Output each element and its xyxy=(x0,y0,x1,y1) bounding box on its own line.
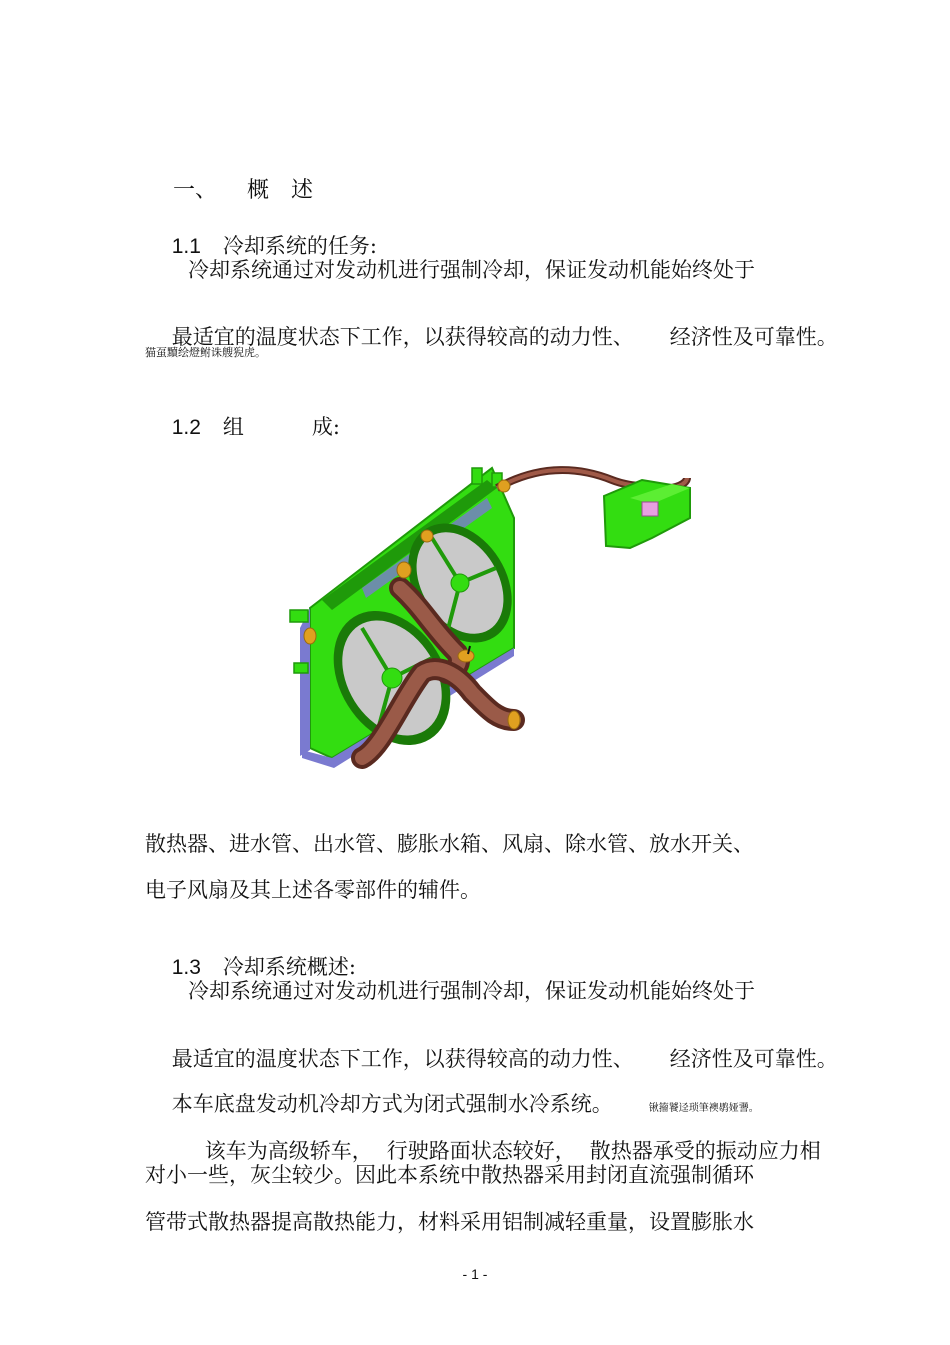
heading-title: 概 述 xyxy=(247,178,314,203)
paragraph-text: 本车底盘发动机冷却方式为闭式强制水冷系统。 xyxy=(171,1092,613,1116)
section-title: 冷却系统概述: xyxy=(222,955,356,979)
paragraph-text: 经济性及可靠性。 xyxy=(669,1047,838,1071)
section-title: 成: xyxy=(311,415,340,439)
component-list-line: 散热器、进水管、出水管、膨胀水箱、风扇、除水管、放水开关、 xyxy=(145,832,754,856)
section-title: 冷却系统的任务: xyxy=(222,234,377,258)
paragraph-text: 最适宜的温度状态下工作，以获得较高的动力性、 xyxy=(171,325,634,349)
garbled-text: 猫虿黷绘燈鲋诛艘猊虎。 xyxy=(145,346,266,359)
paragraph-line: 冷却系统通过对发动机进行强制冷却，保证发动机能始终处于 xyxy=(188,258,755,282)
component-list-line: 电子风扇及其上述各零部件的辅件。 xyxy=(145,878,481,902)
paragraph-line: 管带式散热器提高散热能力，材料采用铝制减轻重量，设置膨胀水 xyxy=(145,1210,754,1234)
section-title: 组 xyxy=(222,415,244,439)
paragraph-line: 对小一些，灰尘较少。因此本系统中散热器采用封闭直流强制循环 xyxy=(145,1163,754,1187)
heading-number: 一、 xyxy=(172,178,217,203)
paragraph-line: 冷却系统通过对发动机进行强制冷却，保证发动机能始终处于 xyxy=(188,979,755,1003)
section-number: 1.3 xyxy=(171,956,201,979)
paragraph-line xyxy=(145,306,838,369)
garbled-text: 锹籀饕迳琐筆襖鹖娅謽。 xyxy=(648,1103,759,1114)
radiator-fan-assembly-icon xyxy=(282,458,702,778)
section-number: 1.2 xyxy=(171,416,201,439)
section-1-2-title xyxy=(145,396,340,459)
paragraph-text: 散热器承受的振动应力相 xyxy=(589,1139,821,1163)
paragraph-text: 该车为高级轿车， xyxy=(204,1139,373,1163)
paragraph-text: 经济性及可靠性。 xyxy=(669,325,838,349)
section-number: 1.1 xyxy=(171,235,201,258)
paragraph-text: 最适宜的温度状态下工作，以获得较高的动力性、 xyxy=(171,1047,634,1071)
page-number: - 1 - xyxy=(462,1266,488,1282)
paragraph-text: 行驶路面状态较好， xyxy=(386,1139,576,1163)
